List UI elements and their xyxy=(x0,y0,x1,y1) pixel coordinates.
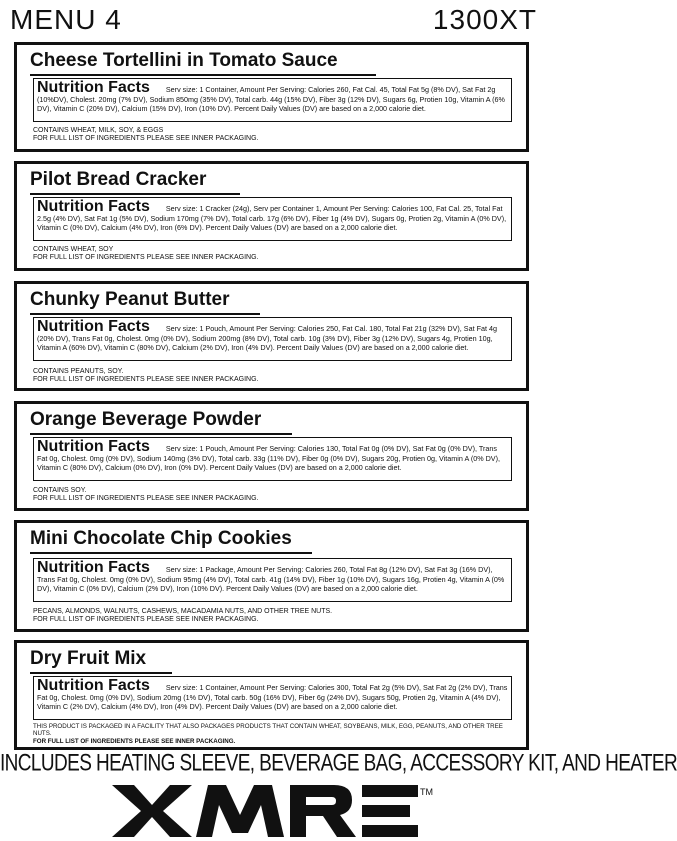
ingredients-note: FOR FULL LIST OF INGREDIENTS PLEASE SEE INNER PACKAGING. xyxy=(33,254,259,262)
xmre-logo xyxy=(112,785,432,837)
nutrition-facts-heading: Nutrition Facts xyxy=(37,559,150,576)
nutrition-facts-heading: Nutrition Facts xyxy=(37,198,150,215)
allergen-statement xyxy=(33,246,512,263)
contains-line: CONTAINS WHEAT, MILK, SOY, & EGGS xyxy=(33,127,164,134)
menu-item-chunky-peanut-butter xyxy=(14,281,529,391)
title-underline xyxy=(30,313,260,315)
menu-header xyxy=(10,4,537,36)
ingredients-note: FOR FULL LIST OF INGREDIENTS PLEASE SEE INNER PACKAGING. xyxy=(33,376,259,384)
nutrition-facts-text: Serv size: 1 Pouch, Amount Per Serving: Calories 130, Total Fat 0g (0% DV), Sat Fat 0g (0% DV), Trans Fat 0g, Cholest. 0mg (0% DV), Sodium 140mg (3% DV), Total carb. 33g (11% DV), Fiber 0g (0% DV), Sugars 20g, Protien 0g, Vitamin A (0% DV), Vitamin C (80% DV), Calcium (0% DV), Iron (0% DV). Percent Daily Values (DV) are based on a 2,000 calorie diet. xyxy=(37,444,500,473)
allergen-statement xyxy=(33,127,512,144)
nutrition-facts-box xyxy=(33,317,512,361)
includes-statement: INCLUDES HEATING SLEEVE, BEVERAGE BAG, ACCESSORY KIT, AND HEATER xyxy=(0,750,677,777)
title-underline xyxy=(30,552,312,554)
title-underline xyxy=(30,433,292,435)
allergen-statement xyxy=(33,487,512,504)
logo-letter-e xyxy=(362,785,418,837)
nutrition-facts-text: Serv size: 1 Pouch, Amount Per Serving: Calories 250, Fat Cal. 180, Total Fat 21g (32% DV), Sat Fat 4g (20% DV), Trans Fat 0g, Cholest. 0mg (0% DV), Sodium 200mg (8% DV), Total carb. 10g (3% DV), Fiber 3g (12% DV), Sugars 4g, Protien 10g, Vitamin A (60% DV), Vitamin C (80% DV), Calcium (2% DV), Iron (4% DV). Percent Daily Values (DV) are based on a 2,000 calorie diet. xyxy=(37,324,497,353)
nutrition-facts-box xyxy=(33,676,512,720)
nutrition-facts-box xyxy=(33,558,512,602)
ingredients-note: FOR FULL LIST OF INGREDIENTS PLEASE SEE INNER PACKAGING. xyxy=(33,737,236,745)
allergen-statement xyxy=(33,608,512,625)
menu-number: MENU 4 xyxy=(10,4,122,35)
menu-item-mini-chocolate-chip-cookies xyxy=(14,520,529,632)
nutrition-facts-heading: Nutrition Facts xyxy=(37,318,150,335)
ingredients-note: FOR FULL LIST OF INGREDIENTS PLEASE SEE INNER PACKAGING. xyxy=(33,135,259,143)
nutrition-facts-text: Serv size: 1 Package, Amount Per Serving: Calories 260, Total Fat 8g (12% DV), Sat Fat 3g (16% DV), Trans Fat 0g, Cholest. 0mg (0% DV), Sodium 95mg (4% DV), Total carb. 41g (14% DV), Fiber 1g (10% DV), Sugars 16g, Protien 4g, Vitamin A (0% DV), Vitamin C (0% DV), Calcium (2% DV), Iron (10% DV). Percent Daily Values (DV) are based on a 2,000 calorie diet. xyxy=(37,565,505,594)
logo-letter-x xyxy=(112,785,192,837)
allergen-statement xyxy=(33,368,512,385)
logo-trademark: TM xyxy=(420,787,433,797)
menu-item-dry-fruit-mix xyxy=(14,640,529,750)
item-title: Orange Beverage Powder xyxy=(30,409,262,430)
title-underline xyxy=(30,193,240,195)
nutrition-facts-text: Serv size: 1 Cracker (24g), Serv per Container 1, Amount Per Serving: Calories 100, Fat Cal. 25, Total Fat 2.5g (4% DV), Sat Fat 1g (5% DV), Sodium 170mg (7% DV), Total carb. 17g (6% DV), Fiber 1g (4% DV), Sugars 0g, Protien 2g, Vitamin A (0% DV), Vitamin C (0% DV), Calcium (4% DV), Iron (6% DV). Percent Daily Values (DV) are based on a 2,000 calorie diet. xyxy=(37,204,507,233)
allergen-statement xyxy=(33,723,512,745)
contains-line: THIS PRODUCT IS PACKAGED IN A FACILITY THAT ALSO PACKAGES PRODUCTS THAT CONTAIN WHEAT, SOYBEANS, MILK, EGG, PEANUTS, AND OTHER TREE NUTS. xyxy=(33,723,503,738)
item-title: Dry Fruit Mix xyxy=(30,648,147,669)
nutrition-facts-box xyxy=(33,197,512,241)
title-underline xyxy=(30,672,172,674)
menu-item-cheese-tortellini xyxy=(14,42,529,152)
nutrition-facts-box xyxy=(33,78,512,122)
nutrition-facts-heading: Nutrition Facts xyxy=(37,79,150,96)
title-underline xyxy=(30,74,376,76)
nutrition-facts-text: Serv size: 1 Container, Amount Per Serving: Calories 260, Fat Cal. 45, Total Fat 5g (8% DV), Sat Fat 2g (10%DV), Cholest. 20mg (7% DV), Sodium 850mg (35% DV), Total carb. 44g (15% DV), Fiber 3g (12% DV), Sugars 6g, Protien 10g, Vitamin A (6% DV), Vitamin C (20% DV), Calcium (15% DV), Iron (10% DV). Percent Daily Values (DV) are based on a 2,000 calorie diet. xyxy=(37,85,505,114)
menu-item-pilot-bread-cracker xyxy=(14,161,529,271)
contains-line: PECANS, ALMONDS, WALNUTS, CASHEWS, MACADAMIA NUTS, AND OTHER TREE NUTS. xyxy=(33,608,333,615)
ingredients-note: FOR FULL LIST OF INGREDIENTS PLEASE SEE INNER PACKAGING. xyxy=(33,616,259,624)
contains-line: CONTAINS PEANUTS, SOY. xyxy=(33,368,124,375)
item-title: Pilot Bread Cracker xyxy=(30,169,207,190)
nutrition-facts-heading: Nutrition Facts xyxy=(37,677,150,694)
logo-letter-m xyxy=(196,785,284,837)
nutrition-facts-box xyxy=(33,437,512,481)
nutrition-facts-text: Serv size: 1 Container, Amount Per Serving: Calories 300, Total Fat 2g (5% DV), Sat Fat 2g (2% DV), Trans Fat 0g, Cholest. 0mg (0% DV), Sodium 20mg (1% DV), Total carb. 50g (16% DV), Fiber 6g (24% DV), Sugars 50g, Protien 2g, Vitamin A (4% DV), Vitamin C (2% DV), Calcium (4% DV), Iron (4% DV). Percent Daily Values (DV) are based on a 2,000 calorie diet. xyxy=(37,683,508,712)
item-title: Mini Chocolate Chip Cookies xyxy=(30,528,292,549)
item-title: Chunky Peanut Butter xyxy=(30,289,230,310)
xmre-logo-graphic xyxy=(112,785,432,837)
contains-line: CONTAINS SOY. xyxy=(33,487,87,494)
contains-line: CONTAINS WHEAT, SOY xyxy=(33,246,114,253)
ingredients-note: FOR FULL LIST OF INGREDIENTS PLEASE SEE INNER PACKAGING. xyxy=(33,495,259,503)
logo-letter-r xyxy=(290,785,356,837)
model-number: 1300XT xyxy=(432,4,537,35)
nutrition-facts-heading: Nutrition Facts xyxy=(37,438,150,455)
item-title: Cheese Tortellini in Tomato Sauce xyxy=(30,50,338,71)
menu-item-orange-beverage-powder xyxy=(14,401,529,511)
